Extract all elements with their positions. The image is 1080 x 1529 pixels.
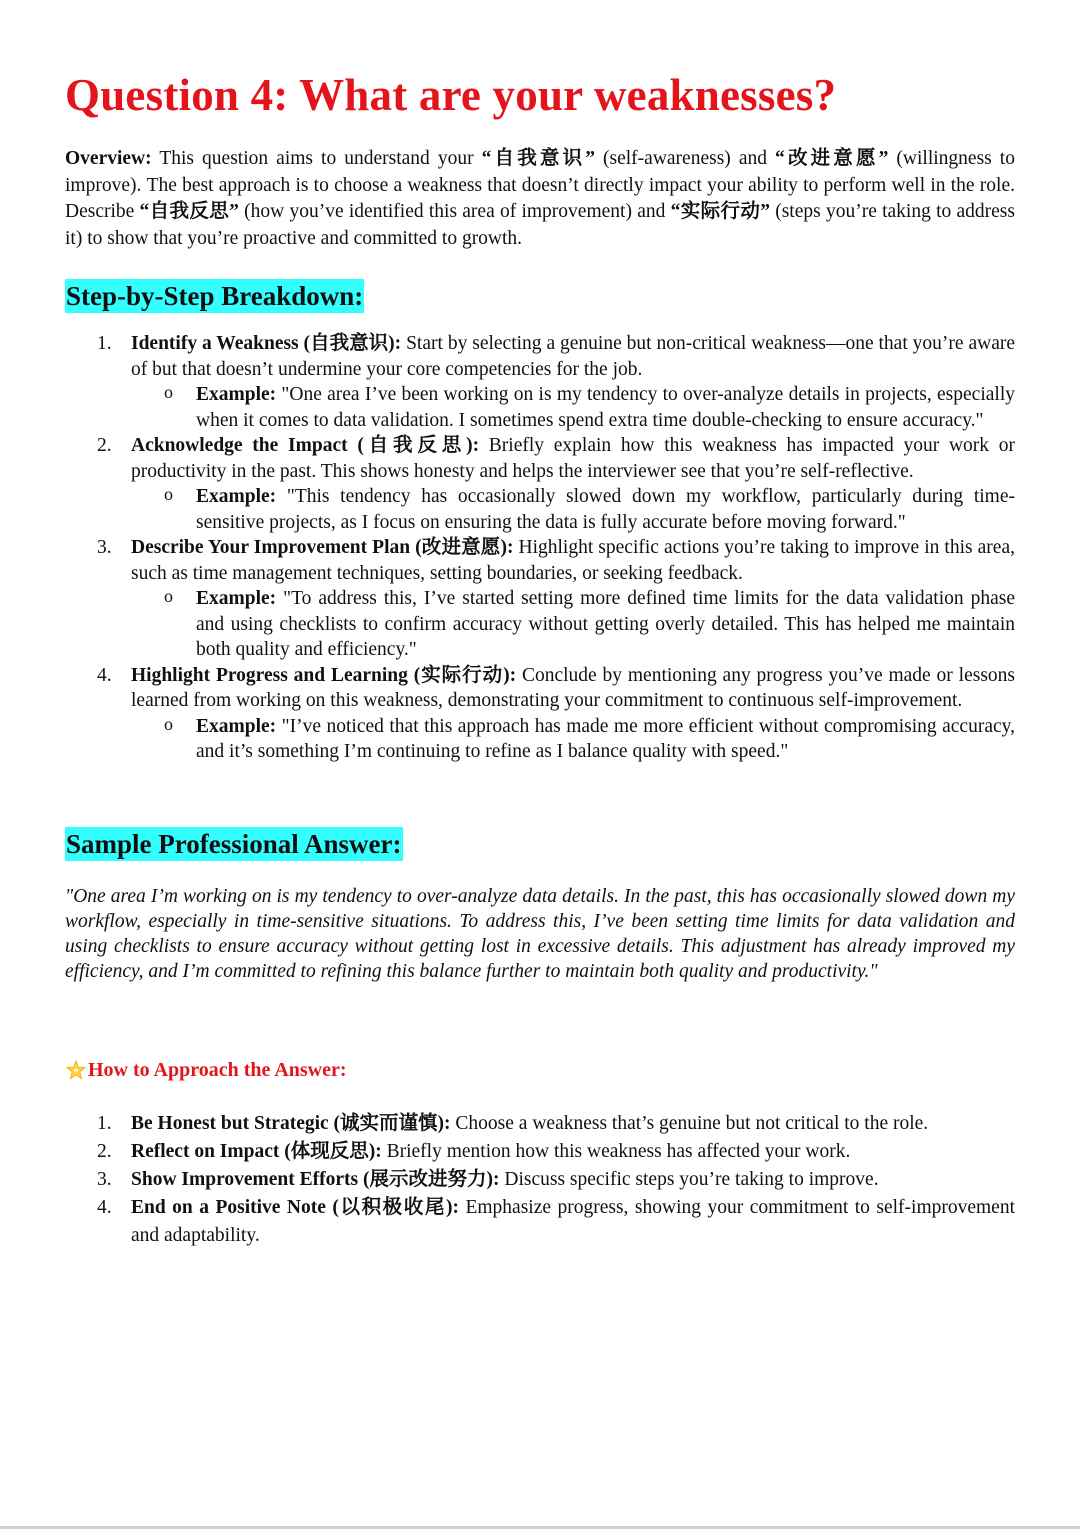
- overview-term-willingness: “改进意愿”: [775, 148, 889, 169]
- tip-text: Choose a weakness that’s genuine but not critical to the role.: [450, 1112, 929, 1134]
- overview-term-action: “实际行动”: [670, 201, 770, 222]
- step-title: Identify a Weakness (自我意识):: [131, 333, 402, 354]
- tip-text: Discuss specific steps you’re taking to improve.: [499, 1168, 879, 1190]
- overview-text-5: (steps you’re taking to address it) to show that you’re proactive and committed to growth.: [65, 201, 1015, 249]
- steps-list: [65, 331, 1015, 765]
- approach-heading-row: [65, 1057, 1015, 1083]
- example-text: "I’ve noticed that this approach has made me more efficient without compromising accuracy, and it’s something I’m continuing to refine as I balance quality with speed.": [196, 715, 1015, 762]
- step-title: Highlight Progress and Learning (实际行动):: [131, 664, 517, 686]
- step-title: Describe Your Improvement Plan (改进意愿):: [131, 537, 514, 558]
- tip-title: Be Honest but Strategic (诚实而谨慎):: [131, 1112, 451, 1134]
- overview-text-4: (how you’ve identified this area of improvement) and: [238, 201, 671, 222]
- step-number: 3.: [97, 537, 112, 558]
- bullet-marker: o: [164, 382, 173, 402]
- bullet-marker: o: [164, 484, 173, 504]
- tip-text: Emphasize progress, showing your commitment to self-improvement and adaptability.: [131, 1196, 1015, 1246]
- overview-label: Overview:: [65, 148, 152, 169]
- step-text: Start by selecting a genuine but non-critical weakness—one that you’re aware of but that doesn’t undermine your core competencies for the job.: [131, 333, 1015, 380]
- overview-paragraph: [65, 146, 1015, 252]
- tip-text: Briefly mention how this weakness has affected your work.: [381, 1140, 851, 1162]
- tip-title: End on a Positive Note (以积极收尾):: [131, 1196, 459, 1218]
- step-number: 4.: [97, 664, 112, 686]
- document-page: [65, 68, 1015, 1250]
- step-number: 1.: [97, 333, 112, 354]
- sample-answer-text: "One area I’m working on is my tendency to over-analyze data details. In the past, this has occasionally slowed down my workflow, especially in time-sensitive situations. To address this, I’ve been setting time limits for data validation and using checklists to ensure accuracy without getting lost in excessive details. This adjustment has already improved my efficiency, and I’m committed to refining this balance further to maintain both quality and productivity.": [65, 885, 1015, 983]
- sparkle-star-icon: [65, 1059, 87, 1081]
- step-example: [131, 586, 1015, 663]
- step-item: [65, 331, 1015, 433]
- overview-text-3: (willingness to improve). The best approach is to choose a weakness that doesn’t directly impact your ability to perform well in the role. Describe: [65, 148, 1015, 222]
- overview-term-self-awareness: “自我意识”: [481, 148, 595, 169]
- step-title: Acknowledge the Impact (自我反思):: [131, 435, 480, 456]
- tip-item: [65, 1138, 1015, 1166]
- tip-item: [65, 1194, 1015, 1250]
- overview-text-2: (self-awareness) and: [594, 148, 776, 169]
- example-label: Example:: [196, 486, 277, 507]
- step-example: [131, 382, 1015, 433]
- tips-list: [65, 1110, 1015, 1250]
- step-text: Highlight specific actions you’re taking to improve in this area, such as time management techniques, setting boundaries, or seeking feedback.: [131, 537, 1015, 584]
- example-text: "To address this, I’ve started setting more defined time limits for the data validation phase and using checklists to confirm accuracy without getting overly detailed. This has helped me maintain both quality and efficiency.": [196, 588, 1015, 660]
- overview-term-reflection: “自我反思”: [139, 201, 239, 222]
- example-text: "This tendency has occasionally slowed down my workflow, particularly during time-sensitive projects, as I focus on ensuring the data is fully accurate before moving forward.": [196, 486, 1015, 533]
- tip-number: 4.: [97, 1196, 112, 1218]
- step-item: [65, 663, 1015, 765]
- example-label: Example:: [196, 588, 277, 609]
- tip-number: 1.: [97, 1112, 112, 1134]
- example-text: "One area I’ve been working on is my tendency to over-analyze details in projects, especially when it comes to data validation. I sometimes spend extra time double-checking to ensure accuracy.": [196, 384, 1015, 431]
- tip-number: 2.: [97, 1140, 112, 1162]
- step-item: [65, 433, 1015, 535]
- step-text: Conclude by mentioning any progress you’ve made or lessons learned from working on this weakness, demonstrating your commitment to continuous self-improvement.: [131, 664, 1015, 711]
- step-text: Briefly explain how this weakness has impacted your work or productivity in the past. This shows honesty and helps the interviewer see that you’re self-reflective.: [131, 435, 1015, 482]
- page-title: Question 4: What are your weaknesses?: [65, 70, 837, 120]
- step-example: [131, 714, 1015, 765]
- sample-answer-heading: Sample Professional Answer:: [66, 828, 402, 859]
- bullet-marker: o: [164, 586, 173, 606]
- bullet-marker: o: [164, 713, 173, 734]
- step-item: [65, 535, 1015, 663]
- breakdown-heading: Step-by-Step Breakdown:: [66, 281, 364, 311]
- example-label: Example:: [196, 715, 277, 737]
- tip-item: [65, 1110, 1015, 1138]
- step-example: [131, 484, 1015, 535]
- step-number: 2.: [97, 435, 112, 456]
- overview-text-1: This question aims to understand your: [151, 148, 482, 169]
- tip-number: 3.: [97, 1168, 112, 1190]
- tip-title: Reflect on Impact (体现反思):: [131, 1140, 382, 1162]
- tip-item: [65, 1166, 1015, 1194]
- approach-heading: How to Approach the Answer:: [88, 1058, 347, 1081]
- tip-title: Show Improvement Efforts (展示改进努力):: [131, 1168, 500, 1190]
- example-label: Example:: [196, 384, 277, 405]
